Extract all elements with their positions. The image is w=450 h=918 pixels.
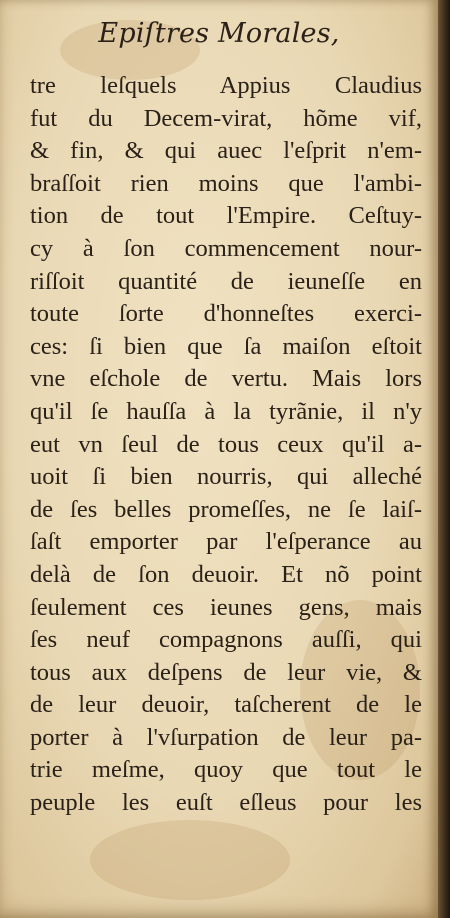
- text-line: & fin, & qui auec l'eſprit n'em-: [30, 137, 422, 165]
- text-line: ſaſt emporter par l'eſperance au: [30, 528, 422, 556]
- paper-stain: [90, 820, 290, 900]
- book-binding-gutter: [438, 0, 450, 918]
- text-line: braſſoit rien moins que l'ambi-: [30, 169, 422, 197]
- text-line: toute ſorte d'honneſtes exerci-: [30, 300, 422, 328]
- text-line: ſes neuf compagnons auſſi, qui: [30, 626, 422, 654]
- body-text: [30, 70, 422, 820]
- text-line: uoit ſi bien nourris, qui alleché: [30, 463, 422, 491]
- text-line: riſſoit quantité de ieuneſſe en: [30, 267, 422, 295]
- text-line: vne eſchole de vertu. Mais lors: [30, 365, 422, 393]
- text-line: de ſes belles promeſſes, ne ſe laiſ-: [30, 495, 422, 523]
- text-line: tous aux deſpens de leur vie, &: [30, 658, 422, 686]
- text-line: ſeulement ces ieunes gens, mais: [30, 593, 422, 621]
- text-line: trie meſme, quoy que tout le: [30, 756, 422, 784]
- text-line: cy à ſon commencement nour-: [30, 234, 422, 262]
- text-line: qu'il ſe hauſſa à la tyrãnie, il n'y: [30, 397, 422, 425]
- text-line: ces: ſi bien que ſa maiſon eſtoit: [30, 332, 422, 360]
- text-line: tre leſquels Appius Claudius: [30, 72, 422, 99]
- running-title: Epiſtres Morales,: [98, 18, 340, 49]
- text-line: eut vn ſeul de tous ceux qu'il a-: [30, 430, 422, 458]
- text-line: delà de ſon deuoir. Et nõ point: [30, 560, 422, 588]
- text-line: porter à l'vſurpation de leur pa-: [30, 723, 422, 751]
- text-line: de leur deuoir, taſcherent de le: [30, 691, 422, 719]
- text-line: peuple les euſt eſleus pour les: [30, 789, 422, 817]
- text-line: tion de tout l'Empire. Ceſtuy-: [30, 202, 422, 230]
- text-line: fut du Decem-virat, hõme vif,: [30, 104, 422, 132]
